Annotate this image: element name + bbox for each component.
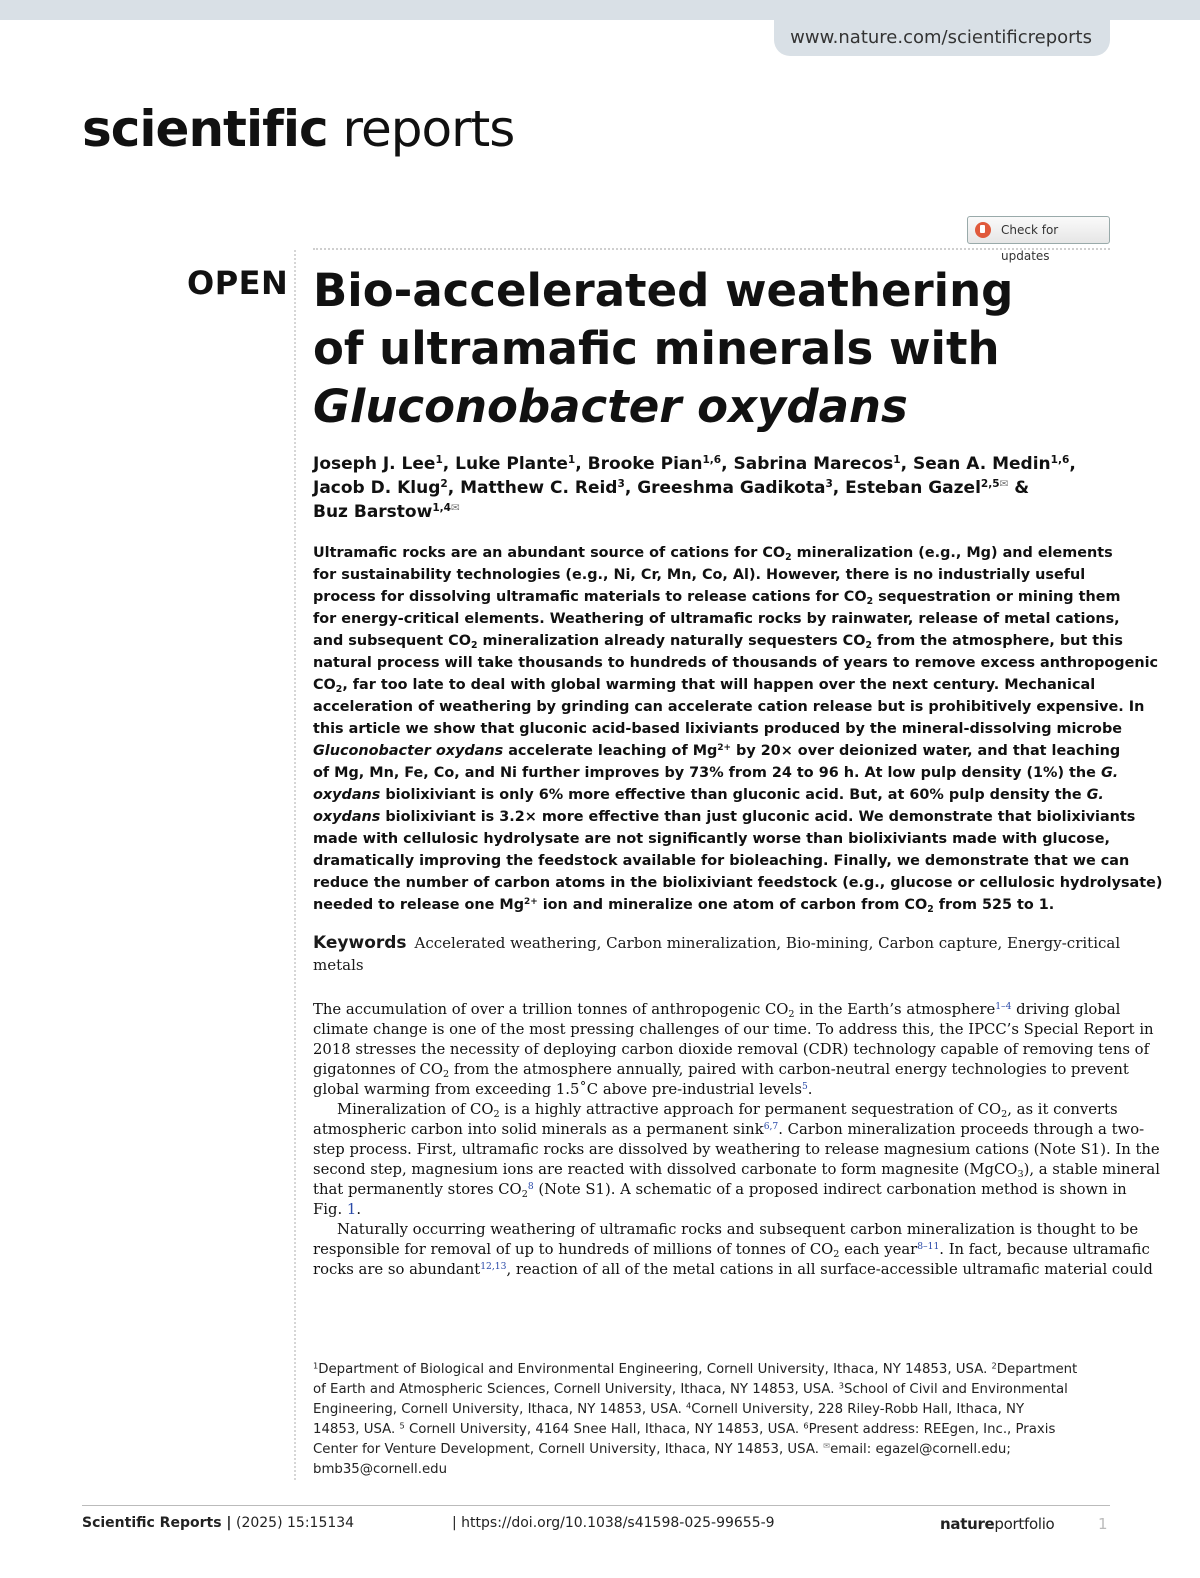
body-line: The accumulation of over a trillion tonnes of anthropogenic $CO_2$ in the Earth’s atmosphere$^{1-4}$ driving global: [313, 1000, 1121, 1020]
affil-mark: 2: [440, 478, 448, 491]
affil-mark: 1,6: [1050, 454, 1070, 467]
body-line: rocks are so abundant$^{12,13}$, reaction of all of the metal cations in all surface-accessible ultramafic material could: [313, 1260, 1153, 1278]
author[interactable]: , Luke Plante: [442, 454, 568, 474]
affil-mark: 1: [435, 454, 443, 467]
author-line: [313, 476, 1113, 500]
body-text: [313, 1000, 1160, 1280]
affil-line: Center for Venture Development, Cornell University, Ithaca, NY 14853, USA. ✉email: egazel@cornell.edu;: [313, 1440, 1011, 1457]
body-line: step process. First, ultramafic rocks are dissolved by weathering to release magnesium cations (Note S1). In the: [313, 1141, 1160, 1158]
author[interactable]: Jacob D. Klug: [313, 478, 441, 498]
brand-light: reports: [327, 100, 515, 158]
check-for-updates-label: Check for updates: [1001, 223, 1059, 263]
abstract-line: oxydans biolixiviant is only 6% more effective than gluconic acid. But, at 60% pulp density the G.: [313, 787, 1104, 803]
journal-logo: [82, 100, 514, 158]
email-link[interactable]: bmb35@cornell.edu: [313, 1462, 448, 1477]
affil-mark: 2,5: [980, 478, 1000, 491]
abstract-line: Ultramafic rocks are an abundant source of cations for $CO_2$ mineralization (e.g., Mg) and elements: [313, 545, 1113, 563]
email-icon[interactable]: ✉: [999, 478, 1009, 491]
affil-mark: 3: [825, 478, 833, 491]
title-line: Gluconobacter oxydans: [313, 380, 908, 433]
body-line: climate change is one of the most pressing challenges of our time. To address this, the IPCC’s Special Report in: [313, 1021, 1154, 1038]
affil-mark: 1: [567, 454, 576, 467]
citation-link[interactable]: 12,13: [480, 1260, 507, 1272]
affil-mark: 3: [617, 478, 625, 491]
title-line: Bio-accelerated weathering: [313, 264, 1014, 317]
citation-link[interactable]: 8–11: [917, 1240, 940, 1252]
body-line: 2018 stresses the necessity of deploying carbon dioxide removal (CDR) technology capable of removing tens of: [313, 1041, 1150, 1058]
citation-link[interactable]: 8: [527, 1180, 534, 1192]
footer-volume: (2025) 15:15134: [236, 1515, 355, 1531]
abstract-line: needed to release one $Mg^{2+}$ ion and mineralize one atom of carbon from $CO_2$ from 525 to 1.: [313, 897, 1055, 915]
keywords-text: Accelerated weathering, Carbon mineralization, Bio-mining, Carbon capture, Energy-critical: [414, 934, 1121, 952]
author[interactable]: Buz Barstow: [313, 502, 433, 522]
affil-line: $^1$Department of Biological and Environmental Engineering, Cornell University, Ithaca, NY 14853, USA. $^2$Department: [313, 1360, 1078, 1377]
article-title: [313, 262, 1103, 436]
body-line: that permanently stores $CO_2^8$ (Note S1). A schematic of a proposed indirect carbonation method is shown in: [313, 1180, 1127, 1200]
email-link[interactable]: email: egazel@cornell.edu;: [830, 1442, 1011, 1457]
author[interactable]: , Brooke Pian: [575, 454, 703, 474]
author[interactable]: Joseph J. Lee: [313, 454, 436, 474]
author-list: [313, 452, 1113, 524]
author[interactable]: , Greeshma Gadikota: [624, 478, 826, 498]
abstract-line: reduce the number of carbon atoms in the biolixiviant feedstock (e.g., glucose or cellulosic hydrolysate): [313, 875, 1163, 891]
author-line: [313, 452, 1113, 476]
author[interactable]: , Esteban Gazel: [832, 478, 981, 498]
email-icon[interactable]: ✉: [450, 502, 460, 515]
journal-url-link[interactable]: www.nature.com/scientificreports: [774, 20, 1110, 56]
affil-mark: 1,4: [432, 502, 451, 515]
keywords-text: metals: [313, 956, 364, 974]
divider: [313, 248, 1110, 250]
abstract-line: for sustainability technologies (e.g., Ni, Cr, Mn, Co, Al). However, there is no industrially useful: [313, 567, 1086, 583]
abstract-line: made with cellulosic hydrolysate are not significantly worse than biolixiviants made with glucose,: [313, 831, 1110, 847]
affil-line: 14853, USA. $^5$ Cornell University, 4164 Snee Hall, Ithaca, NY 14853, USA. $^6$Present address: REEgen, Inc., Praxis: [313, 1420, 1056, 1437]
affil-line: Engineering, Cornell University, Ithaca, NY 14853, USA. $^4$Cornell University, 228 Riley-Robb Hall, Ithaca, NY: [313, 1400, 1025, 1417]
keywords-heading: Keywords: [313, 933, 407, 953]
separator: &: [1008, 478, 1030, 498]
nature-portfolio-logo: natureportfolio: [940, 1515, 1055, 1533]
brand-bold: scientific: [82, 100, 328, 158]
author[interactable]: , Matthew C. Reid: [447, 478, 618, 498]
abstract-line: process for dissolving ultramafic materials to release cations for $CO_2$ sequestration or mining them: [313, 589, 1121, 607]
citation-link[interactable]: 6,7: [763, 1120, 779, 1132]
email-icon: ✉: [823, 1440, 831, 1451]
abstract-line: of Mg, Mn, Fe, Co, and Ni further improves by 73% from 24 to 96 h. At low pulp density (1%) the G.: [313, 765, 1119, 781]
body-line: Fig. 1.: [313, 1201, 362, 1218]
body-line: Mineralization of $CO_2$ is a highly attractive approach for permanent sequestration of $CO_2$, as it converts: [337, 1101, 1118, 1120]
abstract-line: natural process will take thousands to hundreds of thousands of years to remove excess anthropogenic: [313, 655, 1159, 671]
affiliations: [313, 1360, 1110, 1480]
body-line: responsible for removal of up to hundreds of millions of tonnes of $CO_2$ each year$^{8-11}$. In fact, because ultramafic: [313, 1240, 1150, 1260]
separator: ,: [1069, 454, 1076, 474]
citation-link[interactable]: 1–4: [995, 1000, 1012, 1012]
footer-divider: [82, 1505, 1110, 1506]
abstract-line: for energy-critical elements. Weathering of ultramafic rocks by rainwater, release of metal cations,: [313, 611, 1120, 627]
page-number: 1: [1098, 1515, 1108, 1533]
open-access-badge: OPEN: [187, 264, 289, 302]
body-line: Naturally occurring weathering of ultramafic rocks and subsequent carbon mineralization is thought to be: [337, 1221, 1139, 1238]
author[interactable]: , Sabrina Marecos: [721, 454, 894, 474]
title-line: of ultramafic minerals with: [313, 322, 1000, 375]
top-banner: [0, 0, 1200, 20]
update-icon: [975, 222, 991, 238]
abstract-line: acceleration of weathering by grinding can accelerate cation release but is prohibitively expensive. In: [313, 699, 1145, 715]
footer-doi-link[interactable]: | https://doi.org/10.1038/s41598-025-99655-9: [452, 1515, 775, 1531]
abstract: [313, 542, 1163, 916]
abstract-line: dramatically improving the feedstock available for bioleaching. Finally, we demonstrate that we can: [313, 853, 1130, 869]
affil-line: of Earth and Atmospheric Sciences, Cornell University, Ithaca, NY 14853, USA. $^3$School of Civil and Environmental: [313, 1380, 1068, 1397]
author-line: [313, 500, 1113, 524]
author[interactable]: , Sean A. Medin: [900, 454, 1051, 474]
check-for-updates-button[interactable]: [967, 216, 1110, 263]
abstract-line: $CO_2$, far too late to deal with global warming that will happen over the next century. Mechanical: [313, 677, 1096, 695]
body-line: atmospheric carbon into solid minerals as a permanent sink$^{6,7}$. Carbon mineralization proceeds through a two-: [313, 1120, 1145, 1138]
abstract-line: oxydans biolixiviant is 3.2× more effective than just gluconic acid. We demonstrate that biolixiviants: [313, 809, 1136, 825]
margin-rule: [294, 250, 296, 1480]
abstract-line: this article we show that gluconic acid-based lixiviants produced by the mineral-dissolving microbe: [313, 721, 1123, 737]
figure-link[interactable]: 1: [346, 1201, 357, 1218]
affil-mark: 1,6: [702, 454, 722, 467]
body-line: gigatonnes of $CO_2$ from the atmosphere annually, paired with carbon-neutral energy technologies to prevent: [313, 1061, 1129, 1080]
keywords: [313, 932, 1121, 976]
body-line: second step, magnesium ions are reacted with dissolved carbonate to form magnesite (MgCO$_3$), a stable mineral: [313, 1161, 1160, 1180]
affil-mark: 1: [893, 454, 901, 467]
body-line: global warming from exceeding 1.5˚C above pre-industrial levels$^5$.: [313, 1080, 813, 1098]
abstract-line: and subsequent $CO_2$ mineralization already naturally sequesters $CO_2$ from the atmosphere, but this: [313, 633, 1123, 651]
citation-link[interactable]: 5: [801, 1080, 808, 1092]
abstract-line: Gluconobacter oxydans accelerate leaching of $Mg^{2+}$ by 20× over deionized water, and that leaching: [313, 743, 1121, 759]
footer-journal: Scientific Reports |: [82, 1515, 232, 1531]
